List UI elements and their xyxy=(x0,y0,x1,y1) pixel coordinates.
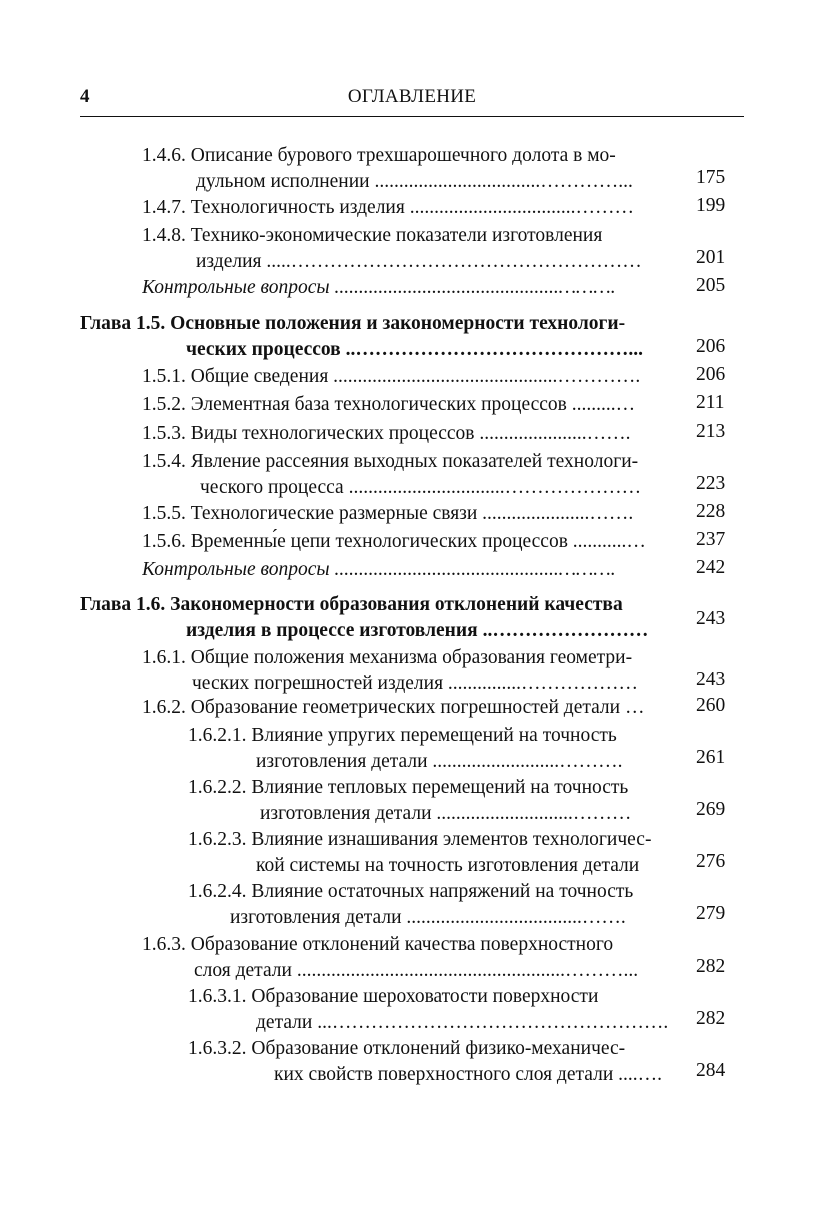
entry-title-line: ческих погрешностей изделия ...............……………… xyxy=(192,673,639,694)
entry-title-line: 1.6.1. Общие положения механизма образования геометри- xyxy=(142,647,633,668)
entry-title-line: 1.6.2. Образование геометрических погрешностей детали … xyxy=(142,697,645,718)
toc-entry xyxy=(142,195,682,221)
entry-title-line: 1.5.2. Элементная база технологических процессов .........… xyxy=(142,394,636,415)
toc-entry xyxy=(142,364,682,390)
toc-entry xyxy=(142,529,682,555)
entry-title-line: детали ...……………………………………………. xyxy=(256,1012,669,1033)
page-ref: 242 xyxy=(696,557,726,578)
page-ref: 276 xyxy=(696,851,726,872)
entry-title-line: ческого процесса ................................………………… xyxy=(200,477,642,498)
entry-title-line: изделия в процессе изготовления ..…………………… xyxy=(186,620,649,641)
entry-title-line: ческих процессов ..……………………………………... xyxy=(186,339,643,360)
entry-title-line: Контрольные вопросы ..............................................………. xyxy=(142,277,616,298)
toc-entry xyxy=(142,143,682,195)
toc-entry xyxy=(142,932,682,984)
page-ref: 243 xyxy=(696,669,726,690)
page-ref: 282 xyxy=(696,1008,726,1029)
toc-entry xyxy=(142,392,682,418)
page-ref: 279 xyxy=(696,903,726,924)
entry-title-line: ких свойств поверхностного слоя детали ....…. xyxy=(274,1064,663,1085)
entry-title-line: 1.5.5. Технологические размерные связи ......................……. xyxy=(142,503,634,524)
entry-title-line: 1.4.8. Технико-экономические показатели изготовления xyxy=(142,225,603,246)
page-ref: 199 xyxy=(696,195,726,216)
entry-title-line: 1.6.2.1. Влияние упругих перемещений на точность xyxy=(188,725,617,746)
page-ref: 261 xyxy=(696,747,726,768)
running-title: ОГЛАВЛЕНИЕ xyxy=(347,86,477,107)
entry-title-line: 1.6.2.2. Влияние тепловых перемещений на точность xyxy=(188,777,629,798)
page-ref: 211 xyxy=(696,392,725,413)
entry-title-line: 1.4.7. Технологичность изделия ..................................……… xyxy=(142,197,634,218)
page-ref: 206 xyxy=(696,336,726,357)
page-ref: 205 xyxy=(696,275,726,296)
page-ref: 206 xyxy=(696,364,726,385)
page-ref: 223 xyxy=(696,473,726,494)
page-ref: 213 xyxy=(696,421,726,442)
page-ref: 201 xyxy=(696,247,726,268)
toc-chapter xyxy=(80,592,682,644)
page-ref: 260 xyxy=(696,695,726,716)
page-ref: 282 xyxy=(696,956,726,977)
toc-entry xyxy=(142,501,682,527)
page-ref: 243 xyxy=(696,608,726,629)
page-ref: 284 xyxy=(696,1060,726,1081)
entry-title-line: 1.6.3. Образование отклонений качества поверхностного xyxy=(142,934,614,955)
toc-entry xyxy=(142,645,682,697)
entry-title-line: слоя детали .......................................................………... xyxy=(194,960,639,981)
entry-title-line: 1.5.4. Явление рассеяния выходных показателей технологи- xyxy=(142,451,639,472)
page-ref: 175 xyxy=(696,167,726,188)
entry-title-line: 1.5.1. Общие сведения ..............................................…………. xyxy=(142,366,641,387)
entry-title-line: 1.4.6. Описание бурового трехшарошечного долота в мо- xyxy=(142,145,616,166)
toc-entry xyxy=(142,421,682,447)
toc-entry-review-questions xyxy=(142,275,682,301)
entry-title-line: кой системы на точность изготовления детали xyxy=(256,855,640,876)
entry-title-line: изготовления детали ............................……… xyxy=(260,803,632,824)
page-ref: 269 xyxy=(696,799,726,820)
entry-title-line: Глава 1.6. Закономерности образования отклонений качества xyxy=(80,594,623,615)
entry-title-line: изготовления детали ..........................………. xyxy=(256,751,623,772)
toc-subentry xyxy=(188,775,682,827)
entry-title-line: 1.6.2.3. Влияние изнашивания элементов технологичес- xyxy=(188,829,652,850)
toc-subentry xyxy=(188,984,682,1036)
toc-subentry xyxy=(188,827,682,879)
toc-entry xyxy=(142,449,682,501)
toc-subentry xyxy=(188,723,682,775)
toc-subentry xyxy=(188,879,682,931)
entry-title-line: дульном исполнении ..................................…………... xyxy=(196,171,633,192)
entry-title-line: изделия .....……………………………………………… xyxy=(196,251,642,272)
page-ref: 237 xyxy=(696,529,726,550)
entry-title-line: 1.5.3. Виды технологических процессов ......................……. xyxy=(142,423,631,444)
entry-title-line: Контрольные вопросы ..............................................………. xyxy=(142,559,616,580)
entry-title-line: 1.5.6. Временны́е цепи технологических процессов ...........… xyxy=(142,531,646,552)
entry-title-line: 1.6.3.1. Образование шероховатости поверхности xyxy=(188,986,599,1007)
toc-entry xyxy=(142,223,682,275)
toc-chapter xyxy=(80,311,682,363)
entry-title-line: изготовления детали ....................................……. xyxy=(230,907,626,928)
toc-subentry xyxy=(188,1036,682,1088)
toc-entry-review-questions xyxy=(142,557,682,583)
toc-entry xyxy=(142,695,682,721)
entry-title-line: Глава 1.5. Основные положения и закономерности технологи- xyxy=(80,313,626,334)
entry-title-line: 1.6.2.4. Влияние остаточных напряжений на точность xyxy=(188,881,634,902)
entry-title-line: 1.6.3.2. Образование отклонений физико-механичес- xyxy=(188,1038,626,1059)
page-ref: 228 xyxy=(696,501,726,522)
page-number: 4 xyxy=(80,86,90,107)
